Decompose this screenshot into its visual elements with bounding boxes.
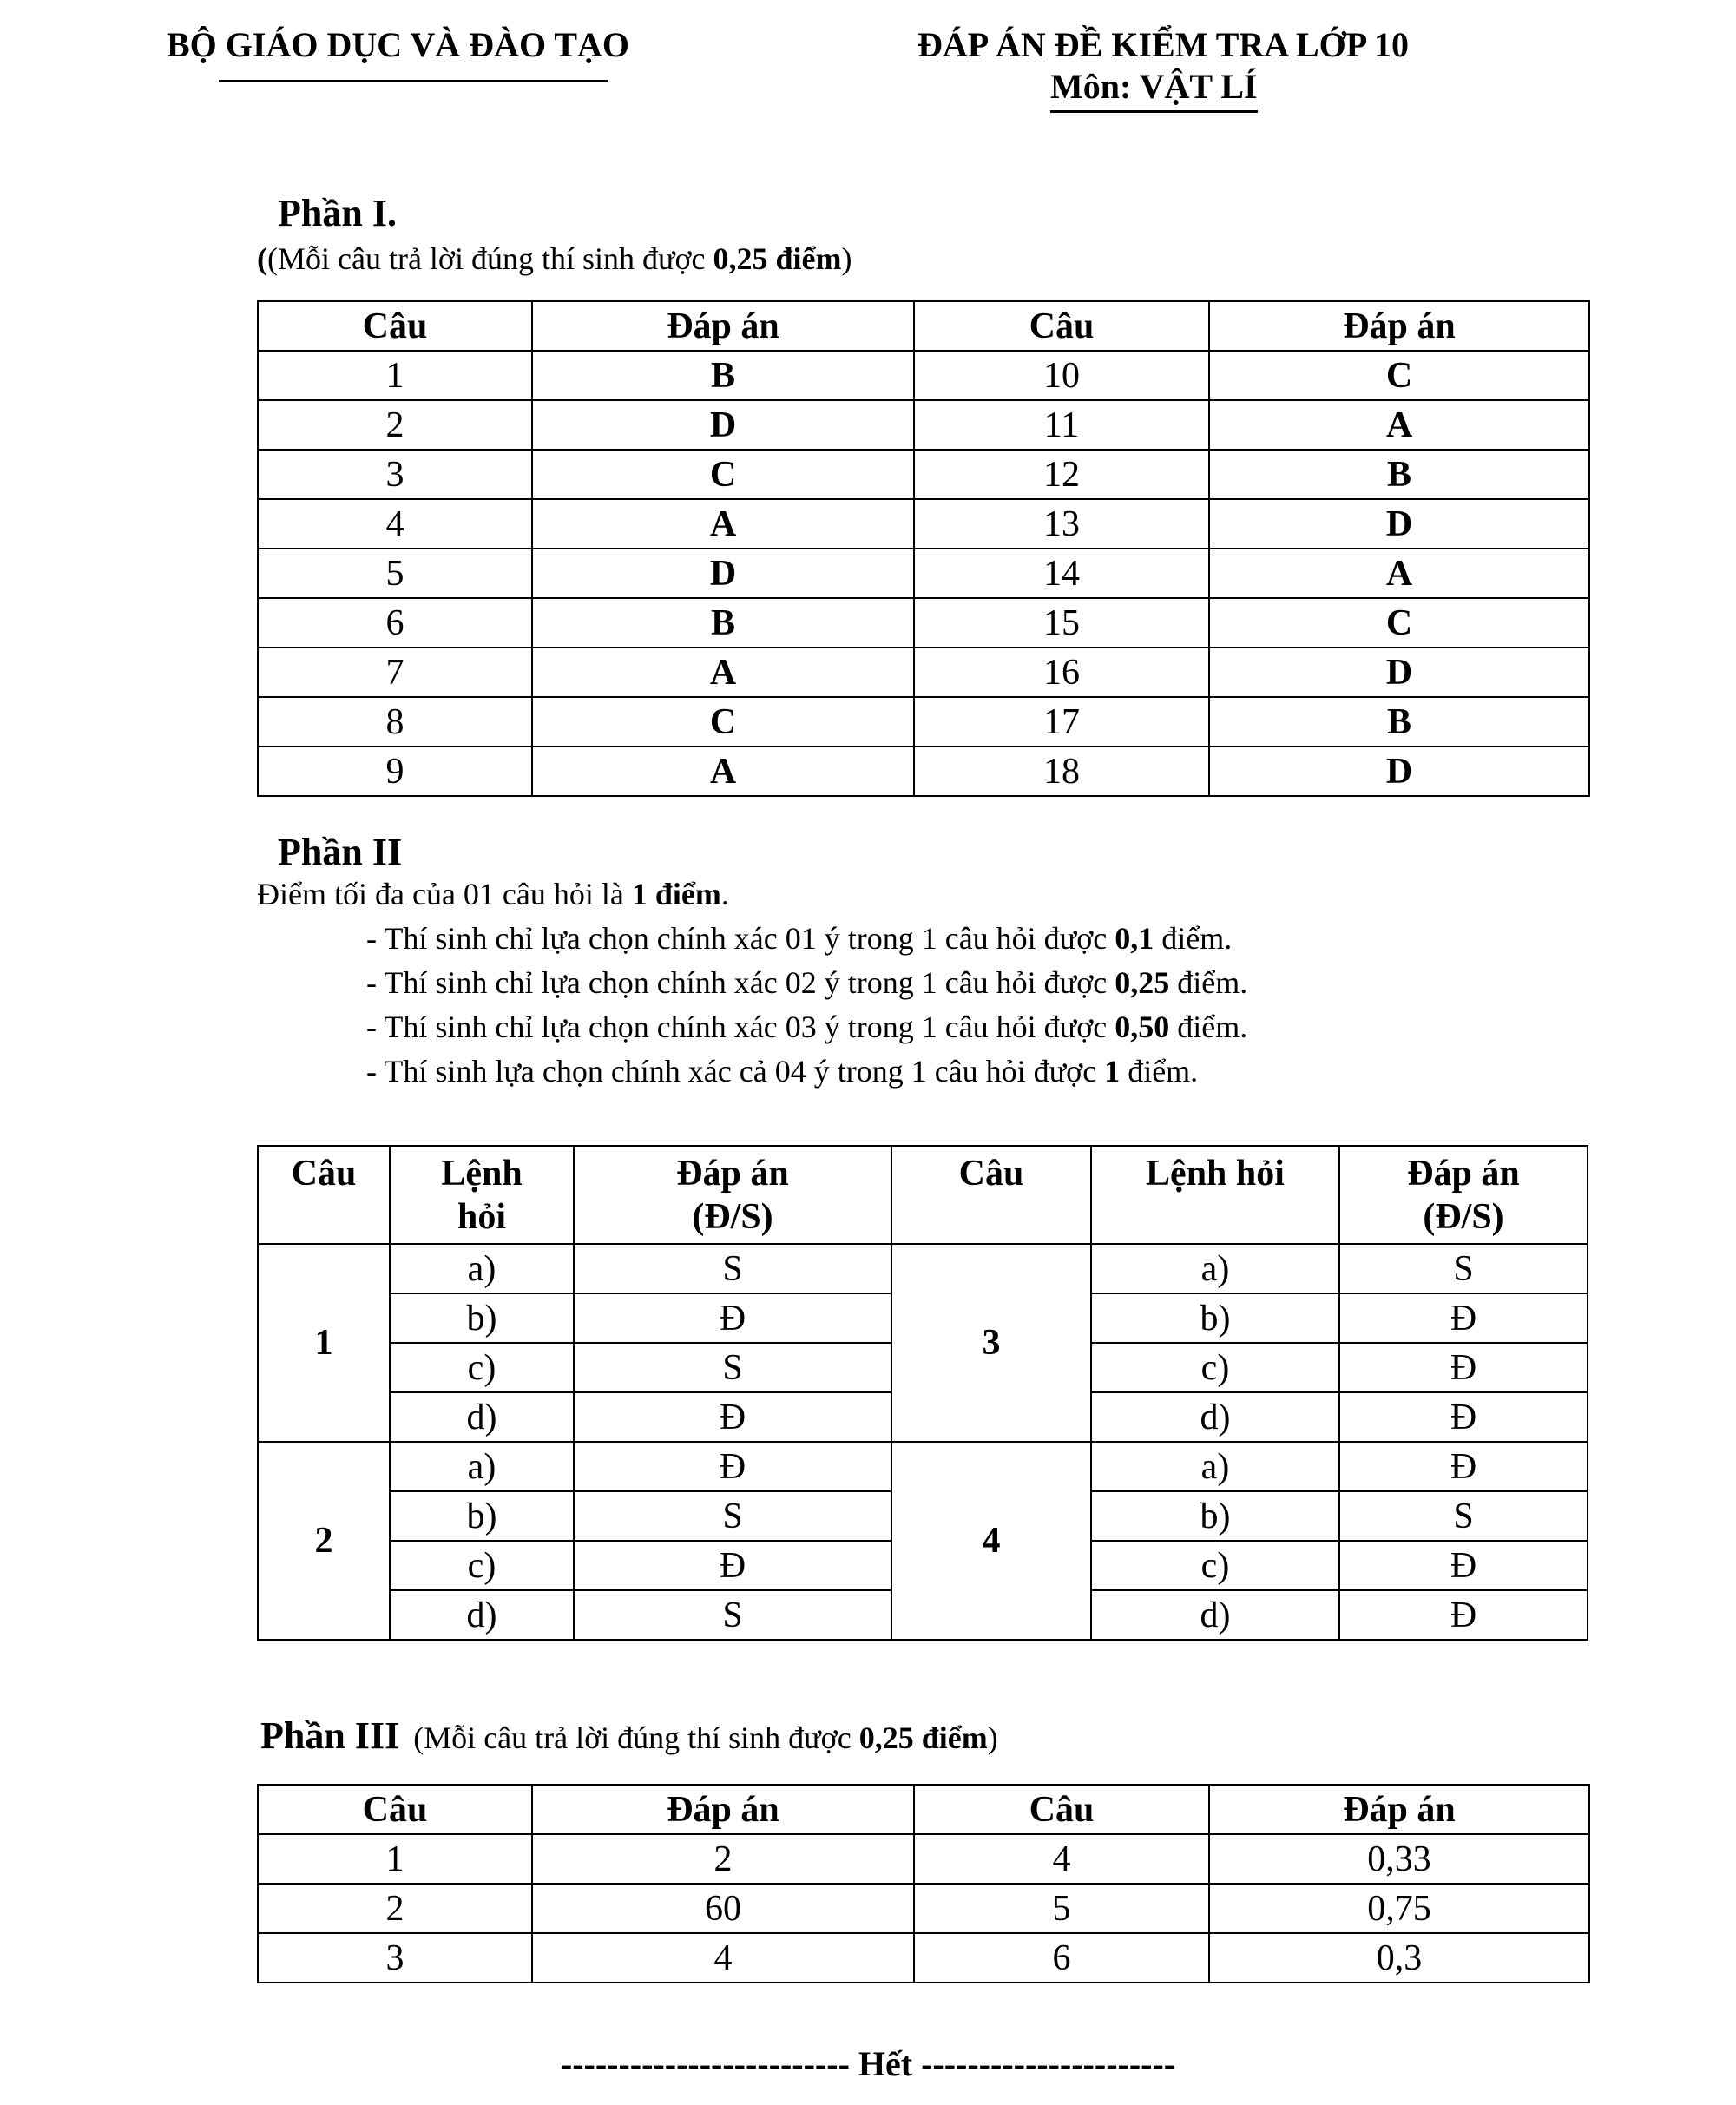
command-cell: c) (390, 1343, 574, 1392)
command-cell: c) (1091, 1343, 1339, 1392)
rule-text: - Thí sinh chỉ lựa chọn chính xác 01 ý trong 1 câu hỏi được (366, 921, 1115, 956)
end-marker: ------------------------- Hết ---------------------- (560, 2044, 1176, 2083)
command-cell: a) (390, 1244, 574, 1293)
command-cell: b) (1091, 1491, 1339, 1541)
ministry-underline (219, 80, 608, 82)
column-header-answer-line: (Đ/S) (692, 1197, 773, 1238)
column-header-command: Lệnh hỏi (1091, 1146, 1339, 1244)
answer-cell: 0,3 (1209, 1933, 1589, 1983)
part3-answer-table (257, 1784, 1590, 1983)
answer-cell: A (532, 648, 914, 697)
rule-text: - Thí sinh lựa chọn chính xác cả 04 ý trong 1 câu hỏi được (366, 1054, 1105, 1089)
question-number-cell: 18 (914, 747, 1209, 796)
column-header-command-line: hỏi (457, 1197, 507, 1238)
answer-cell: B (532, 351, 914, 400)
rule-points: 0,1 (1115, 921, 1154, 956)
table-row (258, 549, 1589, 598)
part1-title: Phần I. (278, 192, 397, 234)
answer-cell: 60 (532, 1884, 914, 1933)
answer-cell: Đ (1339, 1590, 1588, 1640)
question-number-cell: 7 (258, 648, 532, 697)
rule-suffix: điểm. (1169, 965, 1248, 1000)
column-header-question: Câu (258, 1146, 390, 1244)
column-header: Đáp án (1209, 1785, 1589, 1834)
answer-cell: B (532, 598, 914, 648)
column-header-command-line: Lệnh (441, 1154, 523, 1194)
subject-title: Môn: VẬT LÍ (1050, 66, 1258, 113)
table-row (258, 499, 1589, 549)
part1-note-pre: (Mỗi câu trả lời đúng thí sinh được (267, 241, 713, 276)
answer-cell: 0,75 (1209, 1884, 1589, 1933)
part1-answer-table (257, 300, 1590, 797)
question-number-cell: 1 (258, 1244, 390, 1442)
command-cell: a) (390, 1442, 574, 1491)
command-cell: d) (390, 1590, 574, 1640)
question-number-cell: 2 (258, 1884, 532, 1933)
question-number-cell: 8 (258, 697, 532, 747)
scoring-rule-item (366, 1009, 1247, 1045)
table-row (258, 400, 1589, 450)
answer-cell: D (532, 400, 914, 450)
command-cell: a) (1091, 1244, 1339, 1293)
scoring-rule-item (366, 920, 1232, 957)
part3-note-pre: (Mỗi câu trả lời đúng thí sinh được (413, 1720, 859, 1755)
part2-answer-table (257, 1145, 1588, 1641)
part3-heading (260, 1714, 998, 1758)
answer-cell: D (1209, 747, 1589, 796)
column-header-answer (574, 1146, 891, 1244)
table-row (258, 1933, 1589, 1983)
answer-cell: Đ (1339, 1541, 1588, 1590)
rule-points: 0,25 (1115, 965, 1170, 1000)
command-cell: a) (1091, 1442, 1339, 1491)
part3-title: Phần III (260, 1714, 400, 1757)
question-number-cell: 14 (914, 549, 1209, 598)
answer-cell: S (574, 1491, 891, 1541)
table-row (258, 450, 1589, 499)
answer-cell: S (574, 1343, 891, 1392)
part2-title: Phần II (278, 831, 403, 873)
column-header: Đáp án (532, 1785, 914, 1834)
column-header: Câu (258, 301, 532, 351)
rule-text: - Thí sinh chỉ lựa chọn chính xác 02 ý trong 1 câu hỏi được (366, 965, 1115, 1000)
ministry-name: BỘ GIÁO DỤC VÀ ĐÀO TẠO (167, 25, 630, 64)
part3-note (413, 1720, 998, 1755)
question-number-cell: 5 (914, 1884, 1209, 1933)
question-number-cell: 1 (258, 351, 532, 400)
question-number-cell: 12 (914, 450, 1209, 499)
column-header-answer-line: (Đ/S) (1423, 1197, 1504, 1238)
column-header-question: Câu (891, 1146, 1091, 1244)
answer-cell: C (1209, 351, 1589, 400)
rule-points: 1 (1104, 1054, 1121, 1089)
table-header-row (258, 1146, 1588, 1244)
answer-cell: S (1339, 1244, 1588, 1293)
question-number-cell: 4 (891, 1442, 1091, 1640)
scoring-rule-item (366, 964, 1247, 1001)
table-row (258, 1442, 1588, 1491)
answer-cell: Đ (574, 1442, 891, 1491)
column-header-answer (1339, 1146, 1588, 1244)
answer-cell: Đ (1339, 1392, 1588, 1442)
answer-cell: B (1209, 697, 1589, 747)
rule-suffix: điểm. (1120, 1054, 1199, 1089)
column-header-command (390, 1146, 574, 1244)
answer-cell: Đ (1339, 1442, 1588, 1491)
answer-cell: B (1209, 450, 1589, 499)
answer-cell: Đ (1339, 1293, 1588, 1343)
command-cell: d) (390, 1392, 574, 1442)
answer-cell: S (574, 1590, 891, 1640)
command-cell: b) (390, 1293, 574, 1343)
command-cell: b) (1091, 1293, 1339, 1343)
table-row (258, 747, 1589, 796)
question-number-cell: 3 (258, 1933, 532, 1983)
table-row (258, 1834, 1589, 1884)
answer-cell: A (1209, 549, 1589, 598)
part3-note-post: ) (987, 1720, 998, 1755)
column-header: Câu (258, 1785, 532, 1834)
command-cell: b) (390, 1491, 574, 1541)
question-number-cell: 6 (258, 598, 532, 648)
answer-cell: A (532, 499, 914, 549)
table-header-row (258, 1785, 1589, 1834)
part2-intro (257, 876, 729, 912)
table-row (258, 598, 1589, 648)
part3-note-bold: 0,25 điểm (858, 1720, 988, 1755)
command-cell: d) (1091, 1392, 1339, 1442)
table-row (258, 351, 1589, 400)
question-number-cell: 2 (258, 400, 532, 450)
column-header-answer-line: Đáp án (1407, 1154, 1520, 1194)
answer-cell: 2 (532, 1834, 914, 1884)
part2-intro-post: . (720, 877, 729, 911)
part1-note-post: ) (841, 241, 852, 276)
rule-suffix: điểm. (1154, 921, 1233, 956)
rule-suffix: điểm. (1169, 1010, 1248, 1044)
answer-cell: Đ (1339, 1343, 1588, 1392)
table-row (258, 1884, 1589, 1933)
column-header: Đáp án (532, 301, 914, 351)
question-number-cell: 5 (258, 549, 532, 598)
command-cell: c) (1091, 1541, 1339, 1590)
answer-cell: C (532, 450, 914, 499)
question-number-cell: 13 (914, 499, 1209, 549)
column-header: Đáp án (1209, 301, 1589, 351)
question-number-cell: 4 (914, 1834, 1209, 1884)
column-header-answer-line: Đáp án (676, 1154, 789, 1194)
table-row (258, 697, 1589, 747)
rule-text: - Thí sinh chỉ lựa chọn chính xác 03 ý trong 1 câu hỏi được (366, 1010, 1115, 1044)
exam-title: ĐÁP ÁN ĐỀ KIỂM TRA LỚP 10 (917, 25, 1409, 64)
answer-cell: Đ (574, 1392, 891, 1442)
command-cell: c) (390, 1541, 574, 1590)
question-number-cell: 3 (258, 450, 532, 499)
answer-cell: A (532, 747, 914, 796)
part1-note-bold: 0,25 điểm (713, 241, 842, 276)
table-header-row (258, 301, 1589, 351)
question-number-cell: 6 (914, 1933, 1209, 1983)
answer-cell: D (1209, 648, 1589, 697)
rule-points: 0,50 (1115, 1010, 1170, 1044)
command-cell: d) (1091, 1590, 1339, 1640)
question-number-cell: 9 (258, 747, 532, 796)
question-number-cell: 3 (891, 1244, 1091, 1442)
question-number-cell: 16 (914, 648, 1209, 697)
question-number-cell: 4 (258, 499, 532, 549)
part2-intro-pre: Điểm tối đa của 01 câu hỏi là (257, 877, 632, 911)
answer-cell: C (532, 697, 914, 747)
answer-cell: 4 (532, 1933, 914, 1983)
table-row (258, 1244, 1588, 1293)
answer-cell: 0,33 (1209, 1834, 1589, 1884)
question-number-cell: 11 (914, 400, 1209, 450)
question-number-cell: 1 (258, 1834, 532, 1884)
question-number-cell: 10 (914, 351, 1209, 400)
part2-intro-bold: 1 điểm (631, 877, 721, 911)
answer-cell: D (532, 549, 914, 598)
answer-cell: A (1209, 400, 1589, 450)
question-number-cell: 2 (258, 1442, 390, 1640)
table-row (258, 648, 1589, 697)
answer-cell: C (1209, 598, 1589, 648)
scoring-rule-item (366, 1053, 1198, 1089)
answer-cell: Đ (574, 1541, 891, 1590)
column-header: Câu (914, 1785, 1209, 1834)
column-header: Câu (914, 301, 1209, 351)
answer-cell: S (574, 1244, 891, 1293)
answer-cell: Đ (574, 1293, 891, 1343)
question-number-cell: 17 (914, 697, 1209, 747)
answer-cell: S (1339, 1491, 1588, 1541)
part1-note: ((Mỗi câu trả lời đúng thí sinh được 0,25 điểm) (257, 241, 852, 276)
answer-cell: D (1209, 499, 1589, 549)
question-number-cell: 15 (914, 598, 1209, 648)
